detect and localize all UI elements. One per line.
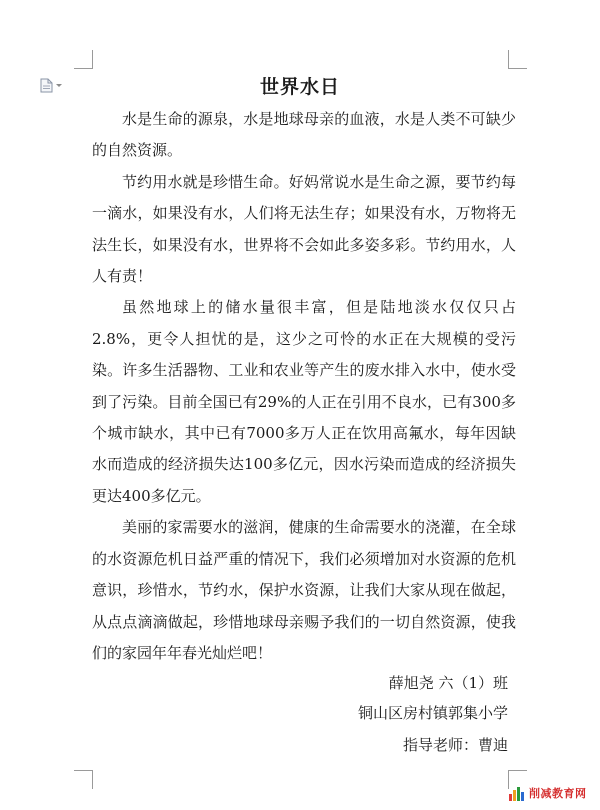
page-corner-bottom-left <box>74 770 93 789</box>
signature-teacher: 指导老师：曹迪 <box>402 736 508 754</box>
paragraph: 水是生命的源泉，水是地球母亲的血液，水是人类不可缺少的自然资源。 <box>92 110 516 160</box>
page-corner-top-left <box>74 50 93 69</box>
page-corner-top-right <box>508 50 527 69</box>
paragraph: 虽然地球上的储水量很丰富，但是陆地淡水仅仅只占2.8%，更令人担忧的是，这少之可怜的水正在大规模的受污染。许多生活器物、工业和农业等产生的废水排入水中，使水受到了污染。目前全国已有29%的人正在引用不良水，已有300多个城市缺水，其中已有7000多万人正在饮用高氟水，每年因缺水而造成的经济损失达100多亿元，因水污染而造成的经济损失更达400多亿元。 <box>92 298 516 505</box>
document-title: 世界水日 <box>259 76 340 98</box>
paragraph: 节约用水就是珍惜生命。好妈常说水是生命之源，要节约每一滴水，如果没有水，人们将无法生存；如果没有水，万物将无法生长，如果没有水，世界将不会如此多姿多彩。节约用水，人人有责！ <box>92 172 516 286</box>
logo-text: 削减教育网 <box>529 786 587 800</box>
site-logo <box>508 780 594 806</box>
document-body <box>92 104 516 669</box>
paragraph: 美丽的家需要水的滋润，健康的生命需要水的浇灌，在全球的水资源危机日益严重的情况下，我们必须增加对水资源的危机意识，珍惜水，节约水，保护水资源，让我们大家从现在做起，从点点滴滴做起，珍惜地球母亲赐予我们的一切自然资源，使我们的家园年年春光灿烂吧！ <box>92 518 516 662</box>
signature-school: 铜山区房村镇郭集小学 <box>357 704 508 722</box>
bar-chart-logo-icon <box>508 784 526 802</box>
signature-author: 薛旭尧 六（1）班 <box>388 674 508 692</box>
